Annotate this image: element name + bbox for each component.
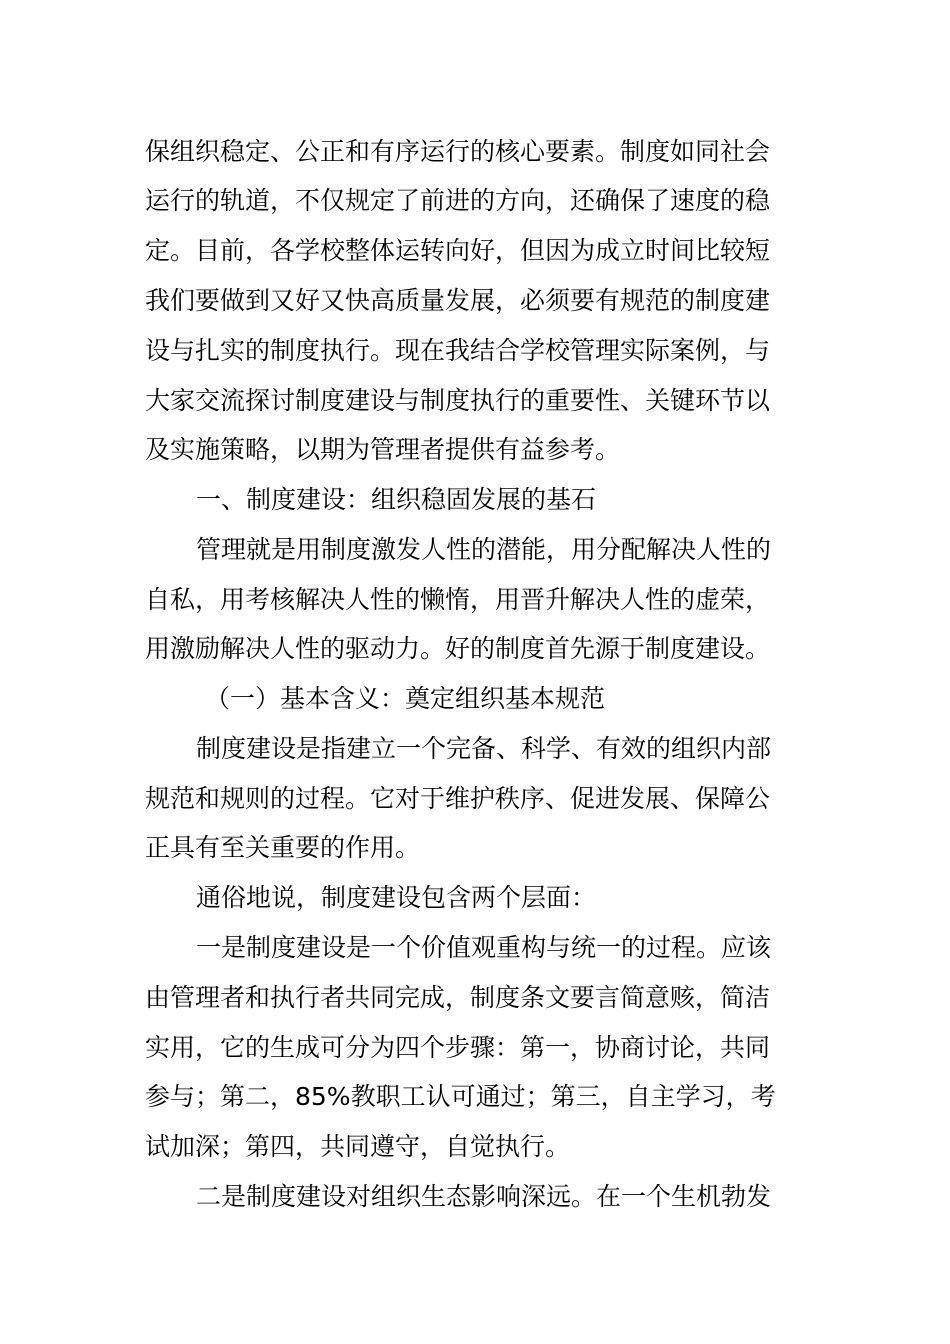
paragraph-first-line: 通俗地说，制度建设包含两个层面： <box>196 883 597 912</box>
text-line: 及实施策略，以期为管理者提供有益参考。 <box>145 435 621 464</box>
text-line: 参与；第二，85%教职工认可通过；第三，自主学习，考 <box>145 1082 776 1111</box>
subsection-heading: （一）基本含义：奠定组织基本规范 <box>205 684 606 713</box>
paragraph-first-line: 一是制度建设是一个价值观重构与统一的过程。应该 <box>196 933 772 962</box>
text-line: 用激励解决人性的驱动力。好的制度首先源于制度建设。 <box>145 634 771 663</box>
section-heading: 一、制度建设：组织稳固发展的基石 <box>196 485 597 514</box>
text-line: 试加深；第四，共同遵守，自觉执行。 <box>145 1132 571 1161</box>
text-line: 正具有至关重要的作用。 <box>145 833 421 862</box>
text-line: 实用，它的生成可分为四个步骤：第一，协商讨论，共同 <box>145 1033 771 1062</box>
paragraph-first-line: 制度建设是指建立一个完备、科学、有效的组织内部 <box>196 734 772 763</box>
text-line: 由管理者和执行者共同完成，制度条文要言简意赅，简洁 <box>145 983 771 1012</box>
text-line: 规范和规则的过程。它对于维护秩序、促进发展、保障公 <box>145 784 771 813</box>
text-line: 保组织稳定、公正和有序运行的核心要素。制度如同社会 <box>145 137 771 166</box>
paragraph-first-line: 管理就是用制度激发人性的潜能，用分配解决人性的 <box>196 535 772 564</box>
text-line: 大家交流探讨制度建设与制度执行的重要性、关键环节以 <box>145 386 771 415</box>
text-line: 自私，用考核解决人性的懒惰，用晋升解决人性的虚荣， <box>145 585 771 614</box>
text-line: 定。目前，各学校整体运转向好，但因为成立时间比较短 <box>145 236 771 265</box>
text-line: 设与扎实的制度执行。现在我结合学校管理实际案例，与 <box>145 336 771 365</box>
text-line: 我们要做到又好又快高质量发展，必须要有规范的制度建 <box>145 286 771 315</box>
text-line: 运行的轨道，不仅规定了前进的方向，还确保了速度的稳 <box>145 186 771 215</box>
paragraph-first-line: 二是制度建设对组织生态影响深远。在一个生机勃发 <box>196 1182 772 1211</box>
